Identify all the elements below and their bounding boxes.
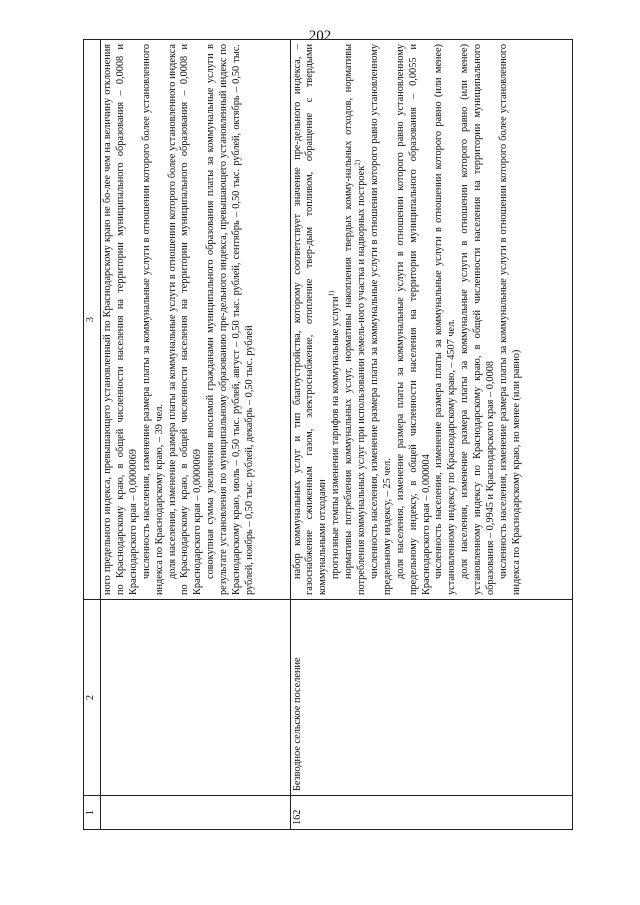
text-line: численность населения, изменение размера платы за коммунальные услуги в отношении которого равно установленному предельному индексу, – 25 чел. <box>368 44 393 595</box>
document-table <box>83 39 573 830</box>
text-line: численность населения, изменение размера платы за коммунальные услуги в отношении которого более установленного индекса по Краснодарскому краю, – 39 чел. <box>140 44 165 595</box>
header-col-1: 1 <box>84 796 101 830</box>
row-number: 162 <box>290 796 572 830</box>
row-continued-text <box>101 40 291 600</box>
page-number: 202 <box>308 28 332 44</box>
table-row-continued <box>101 40 291 830</box>
row-162-text <box>290 40 572 600</box>
rotated-table-wrapper <box>83 40 573 830</box>
text-line: ного предельного индекса, превышающего установленный по Краснодарскому краю не бо-лее чем на величину отклонения по Краснодарскому краю, в общей численности населения на территории муниципального образования – 0,0008 и Краснодарского края – 0,0000069 <box>102 44 139 595</box>
text-line: доля населения, изменение размера платы за коммунальные услуги в отношении которого равно (или менее) установленному индексу по Краснодарскому краю, в общей численности населения на территории муниципального образования – 0,9945 и Краснодарского края – 0,0008 <box>459 44 497 595</box>
text-line: доля населения, изменение размера платы за коммунальные услуги в отношении которого более установленного индекса по Краснодарскому краю, в общей численности населения на территории муниципального образования – 0,0008 и Краснодарского края – 0,0000069 <box>166 44 204 595</box>
text-line: набор коммунальных услуг и тип благоустройства, которому соответствует значение пре-дельного индекса, – газоснабжение сжиженным газом, электроснабжение, отопление твер-дым топливом, обращение с твердыми коммунальными отходами <box>291 44 329 595</box>
text-line <box>327 44 343 595</box>
settlement-name: Безводное сельское поселение <box>290 600 572 796</box>
row-continued-number <box>101 796 291 830</box>
footnote-marker: 2) <box>353 159 362 166</box>
text-line-content: прогнозные темпы изменения тарифов на коммунальные услуги <box>330 296 342 579</box>
text-line: численность населения, изменение размера платы за коммунальные услуги в отношении которого более установленного индекса по Краснодарскому краю, но менее (или равно) <box>498 44 522 595</box>
table-row-162 <box>290 40 572 830</box>
table-header-row <box>84 40 101 830</box>
text-line-content: нормативы потребления коммунальных услуг, нормативы накопления твердых комму-нальных отходов, нормативы потребления коммунальных услуг при использовании земель-ного участка и надворных построек <box>343 44 368 595</box>
text-line: доля населения, изменение размера платы за коммунальные услуги в отношении которого равно установленному предельному индексу, в общей численности населения на территории муниципального образования – 0,0055 и Краснодарского края – 0,000004 <box>394 44 432 595</box>
text-line: численность населения, изменение размера платы за коммунальные услуги в отношении которого равно (или менее) установленному индексу по Краснодарскому краю, – 4507 чел. <box>433 44 458 595</box>
header-col-2: 2 <box>84 600 101 796</box>
row-continued-settlement <box>101 600 291 796</box>
footnote-marker: 1) <box>327 290 336 297</box>
text-line <box>343 44 369 595</box>
header-col-3: 3 <box>84 40 101 600</box>
text-line: совокупная сумма увеличения вносимой гражданами муниципального образования платы за коммунальные услуги в результате установления по муниципальному образованию пре-дельного индекса, превышающего установленный индекс по Краснодарскому краю, июль – 0,50 тыс. рублей, август – 0,50 тыс. рублей, сентябрь – 0,50 тыс. рублей, октябрь – 0,50 тыс. рублей, ноябрь – 0,50 тыс. рублей, декабрь – 0,50 тыс. рублей <box>205 44 255 595</box>
